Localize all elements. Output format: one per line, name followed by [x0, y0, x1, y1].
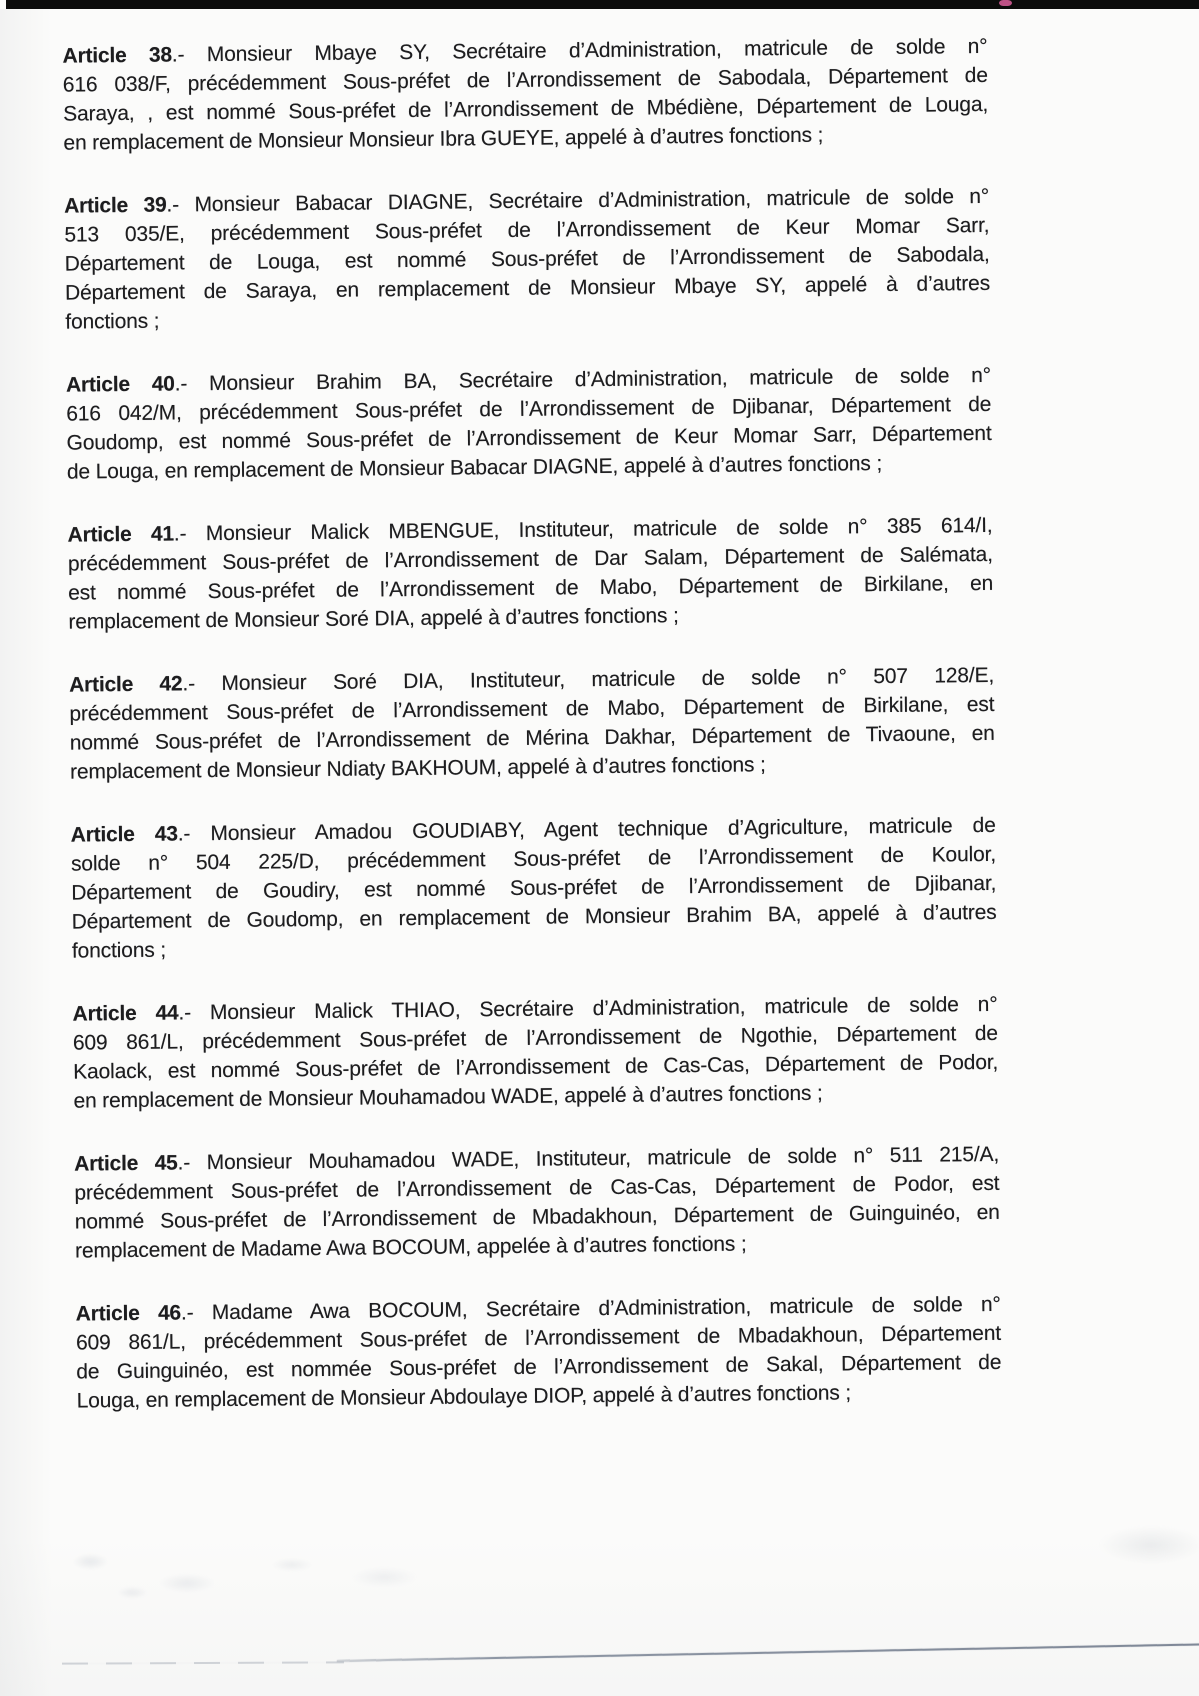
article-line: 609 861/L, précédemment Sous-préfet de l’Arrondissement de Mbadakhoun, Département: [75, 1321, 1002, 1355]
article-line-text: .- Monsieur Mouhamadou WADE, Instituteur, matricule de solde n° 511 215/A,: [177, 1142, 1000, 1175]
article-number-label: Article 38: [62, 43, 172, 68]
article-line: 616 038/F, précédemment Sous-préfet de l’Arrondissement de Sabodala, Département de: [62, 63, 988, 97]
article-line: Goudomp, est nommé Sous-préfet de l’Arrondissement de Keur Momar Sarr, Département: [66, 421, 992, 455]
article-41-paragraph: [67, 511, 993, 637]
scan-right-smudge: [1080, 1510, 1199, 1580]
article-line: solde n° 504 225/D, précédemment Sous-préfet de l’Arrondissement de Koulor,: [70, 842, 997, 876]
article-number-label: Article 40: [65, 372, 175, 397]
article-line: remplacement de Monsieur Soré DIA, appelé à d’autres fonctions ;: [68, 604, 679, 634]
article-line: Département de Goudiry, est nommé Sous-préfet de l’Arrondissement de Djibanar,: [71, 871, 997, 905]
article-number-label: Article 41: [67, 522, 174, 547]
article-line-text: .- Monsieur Malick THIAO, Secrétaire d’Administration, matricule de solde n°: [178, 992, 998, 1025]
article-line: Louga, en remplacement de Monsieur Abdoulaye DIOP, appelé à d’autres fonctions ;: [76, 1381, 852, 1413]
article-line: Département de Goudomp, en remplacement de Monsieur Brahim BA, appelé à d’autres: [71, 900, 997, 934]
article-line: fonctions ;: [65, 309, 160, 334]
article-line: de Louga, en remplacement de Monsieur Babacar DIAGNE, appelé à d’autres fonctions ;: [66, 452, 883, 484]
article-line-text: .- Monsieur Amadou GOUDIABY, Agent technique d’Agriculture, matricule de: [177, 813, 996, 846]
article-line: Département de Louga, est nommé Sous-préfet de l’Arrondissement de Sabodala,: [64, 242, 990, 276]
article-line: 609 861/L, précédemment Sous-préfet de l’Arrondissement de Ngothie, Département de: [72, 1021, 998, 1055]
article-line: fonctions ;: [71, 938, 167, 963]
article-number-label: Article 39: [64, 193, 167, 218]
article-46-paragraph: [76, 1290, 1002, 1416]
article-line: 513 035/E, précédemment Sous-préfet de l’Arrondissement de Keur Momar Sarr,: [64, 213, 990, 247]
article-line: remplacement de Madame Awa BOCOUM, appelée à d’autres fonctions ;: [74, 1232, 747, 1263]
article-line: précédemment Sous-préfet de l’Arrondissement de Cas-Cas, Département de Podor, est: [74, 1171, 1000, 1205]
article-38-paragraph: [62, 32, 988, 158]
article-line: précédemment Sous-préfet de l’Arrondissement de Dar Salam, Département de Salémata,: [67, 542, 993, 576]
article-line-text: .- Madame Awa BOCOUM, Secrétaire d’Administration, matricule de solde n°: [180, 1292, 1001, 1325]
article-line: en remplacement de Monsieur Monsieur Ibra GUEYE, appelé à d’autres fonctions ;: [63, 123, 824, 155]
article-line: en remplacement de Monsieur Mouhamadou WADE, appelé à d’autres fonctions ;: [73, 1081, 823, 1113]
article-39-paragraph: [64, 182, 990, 337]
article-number-label: Article 43: [70, 822, 178, 847]
article-line: précédemment Sous-préfet de l’Arrondissement de Mabo, Département de Birkilane, est: [69, 692, 995, 726]
article-line: nommé Sous-préfet de l’Arrondissement de Mérina Dakhar, Département de Tivaoune, en: [69, 721, 995, 755]
article-44-paragraph: [72, 990, 998, 1116]
article-number-label: Article 46: [75, 1301, 182, 1326]
article-number-label: Article 45: [74, 1151, 178, 1176]
article-line: Kaolack, est nommé Sous-préfet de l’Arrondissement de Cas-Cas, Département de Podor,: [73, 1050, 999, 1084]
article-number-label: Article 42: [69, 672, 183, 697]
article-line: est nommé Sous-préfet de l’Arrondissement de Mabo, Département de Birkilane, en: [68, 571, 994, 605]
article-line: Département de Saraya, en remplacement de Monsieur Mbaye SY, appelé à d’autres: [64, 271, 991, 305]
article-43-paragraph: [71, 811, 997, 966]
article-line-text: .- Monsieur Babacar DIAGNE, Secrétaire d’Administration, matricule de solde n°: [166, 184, 990, 217]
scan-noise-smudge: [40, 1543, 460, 1605]
article-line-text: .- Monsieur Mbaye SY, Secrétaire d’Administration, matricule de solde n°: [171, 34, 988, 67]
article-line: Saraya, , est nommé Sous-préfet de l’Arrondissement de Mbédiène, Département de Louga,: [63, 92, 989, 126]
article-42-paragraph: [69, 661, 995, 787]
article-line: remplacement de Monsieur Ndiaty BAKHOUM, appelé à d’autres fonctions ;: [69, 753, 766, 784]
article-number-label: Article 44: [72, 1001, 179, 1026]
article-line-text: .- Monsieur Brahim BA, Secrétaire d’Administration, matricule de solde n°: [174, 363, 992, 396]
article-line-text: .- Monsieur Soré DIA, Instituteur, matricule de solde n° 507 128/E,: [182, 663, 995, 696]
article-45-paragraph: [74, 1140, 1000, 1266]
article-line: 616 042/M, précédemment Sous-préfet de l’Arrondissement de Djibanar, Département de: [66, 392, 992, 426]
article-40-paragraph: [66, 361, 992, 487]
article-line: nommé Sous-préfet de l’Arrondissement de Mbadakhoun, Département de Guinguinéo, en: [74, 1200, 1000, 1234]
article-line-text: .- Monsieur Malick MBENGUE, Instituteur, matricule de solde n° 385 614/I,: [173, 513, 993, 546]
article-line: de Guinguinéo, est nommée Sous-préfet de l’Arrondissement de Sakal, Département de: [76, 1350, 1002, 1384]
